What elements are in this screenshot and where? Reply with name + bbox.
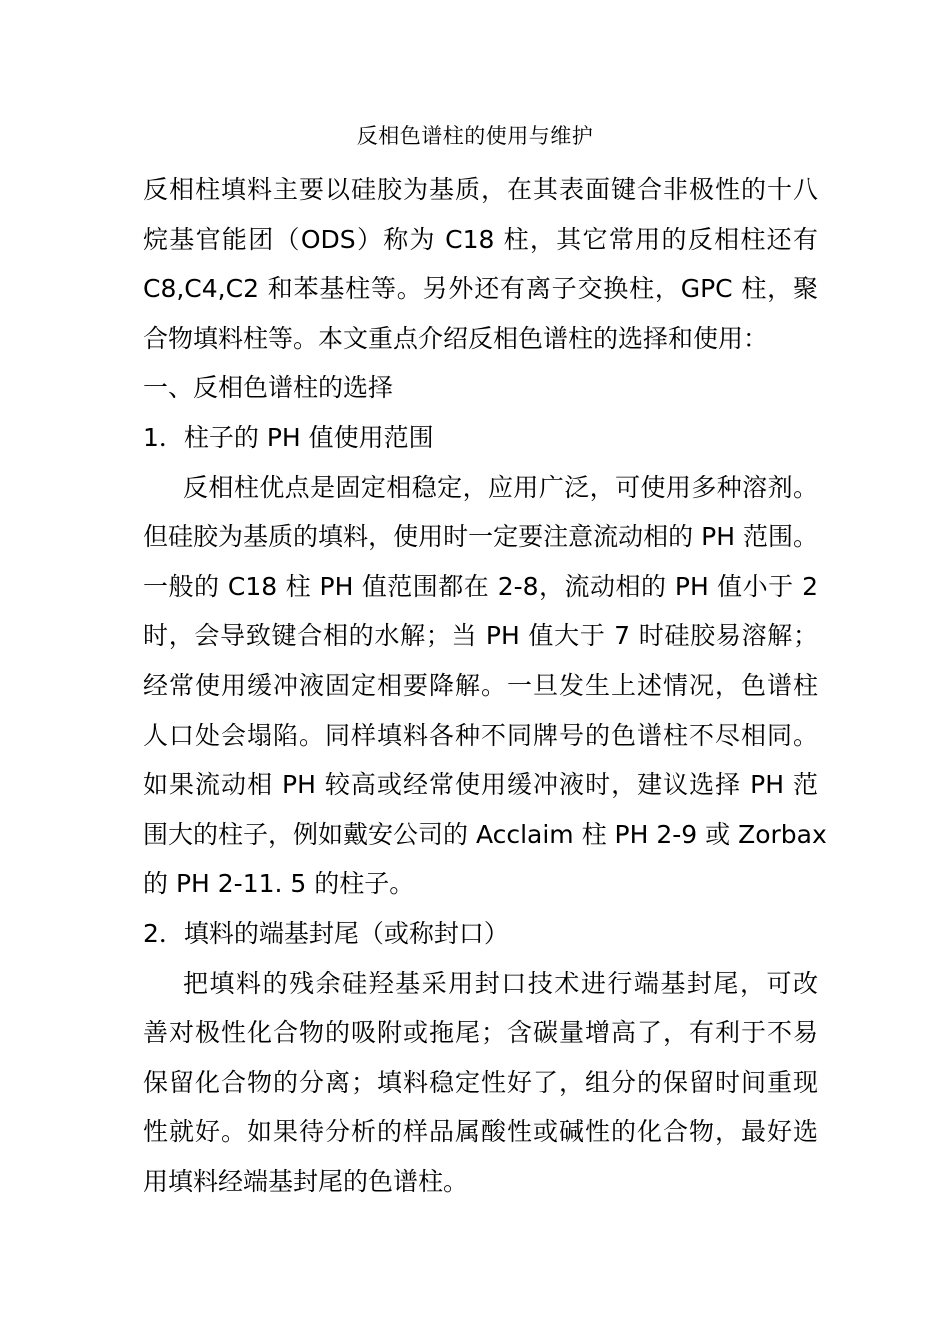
paragraph-line: 经常使用缓冲液固定相要降解。一旦发生上述情况，色谱柱 xyxy=(143,670,818,700)
paragraph-line: 性就好。如果待分析的样品属酸性或碱性的化合物，最好选 xyxy=(143,1117,818,1147)
paragraph-line: 反相柱优点是固定相稳定，应用广泛，可使用多种溶剂。 xyxy=(183,472,818,502)
paragraph-line: 反相柱填料主要以硅胶为基质，在其表面键合非极性的十八 xyxy=(143,175,818,204)
document-title: 反相色谱柱的使用与维护 xyxy=(356,124,594,148)
subsection-heading: 1．柱子的 PH 值使用范围 xyxy=(143,422,434,452)
paragraph-line: 如果流动相 PH 较高或经常使用缓冲液时，建议选择 PH 范 xyxy=(143,770,818,800)
paragraph-line: 一般的 C18 柱 PH 值范围都在 2-8，流动相的 PH 值小于 2 xyxy=(143,571,818,601)
paragraph-line: 善对极性化合物的吸附或拖尾；含碳量增高了，有利于不易 xyxy=(143,1018,818,1048)
paragraph-line: 保留化合物的分离；填料稳定性好了，组分的保留时间重现 xyxy=(143,1067,818,1097)
paragraph-line: C8,C4,C2 和苯基柱等。另外还有离子交换柱，GPC 柱，聚 xyxy=(143,274,818,304)
paragraph-line: 烷基官能团（ODS）称为 C18 柱，其它常用的反相柱还有 xyxy=(143,224,818,254)
paragraph-line: 合物填料柱等。本文重点介绍反相色谱柱的选择和使用： xyxy=(143,323,769,353)
document-body xyxy=(143,165,827,1206)
paragraph-line: 围大的柱子，例如戴安公司的 Acclaim 柱 PH 2-9 或 Zorbax xyxy=(143,819,827,849)
paragraph-line: 的 PH 2-11. 5 的柱子。 xyxy=(143,869,415,899)
paragraph-line: 用填料经端基封尾的色谱柱。 xyxy=(143,1166,469,1196)
paragraph-line: 但硅胶为基质的填料，使用时一定要注意流动相的 PH 范围。 xyxy=(143,522,818,552)
paragraph-line: 人口处会塌陷。同样填料各种不同牌号的色谱柱不尽相同。 xyxy=(143,720,818,750)
subsection-heading: 2．填料的端基封尾（或称封口） xyxy=(143,918,509,948)
section-heading: 一、反相色谱柱的选择 xyxy=(143,373,394,403)
paragraph-line: 时，会导致键合相的水解；当 PH 值大于 7 时硅胶易溶解； xyxy=(143,621,818,651)
paragraph-line: 把填料的残余硅羟基采用封口技术进行端基封尾，可改 xyxy=(183,968,818,998)
